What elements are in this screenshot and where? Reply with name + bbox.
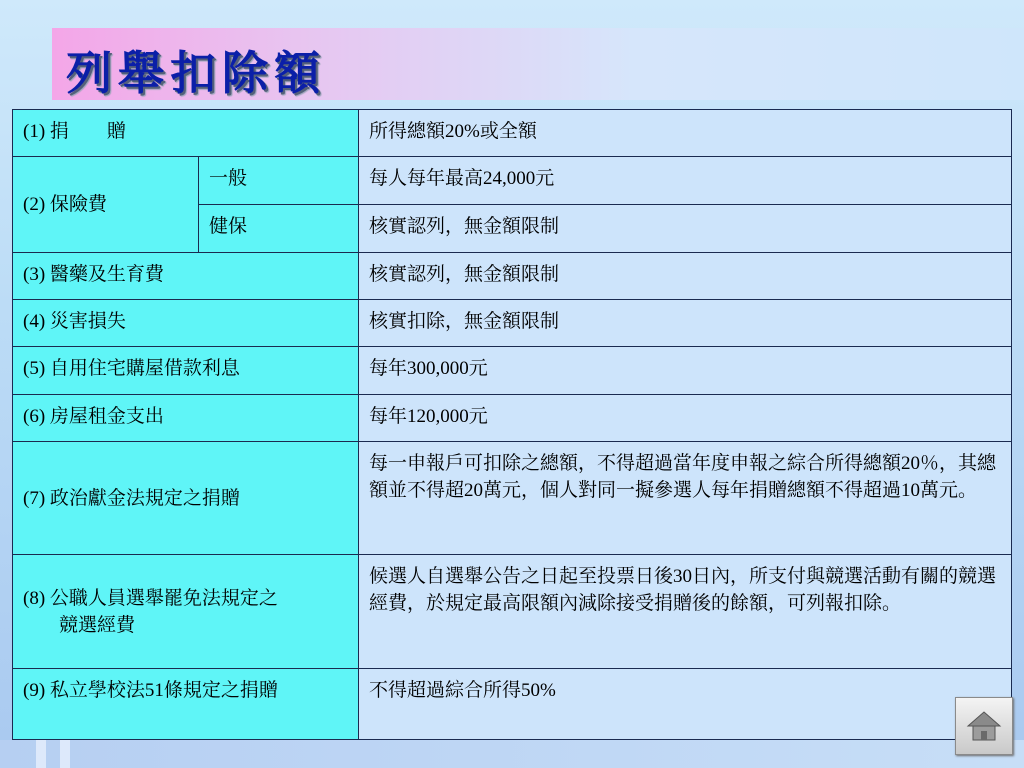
table-row <box>13 669 1012 740</box>
table-row <box>13 110 1012 157</box>
limit-cell: 所得總額20%或全額 <box>359 110 1012 157</box>
table-row <box>13 395 1012 442</box>
bottom-stripe <box>36 740 46 768</box>
home-button[interactable] <box>955 697 1013 755</box>
limit-cell: 核實扣除，無金額限制 <box>359 300 1012 347</box>
item-cell: (5) 自用住宅購屋借款利息 <box>13 347 359 395</box>
bottom-stripe <box>60 740 70 768</box>
item-cell: (2) 保險費 <box>13 157 199 253</box>
item-cell: (3) 醫藥及生育費 <box>13 253 359 300</box>
table-row <box>13 253 1012 300</box>
item-text-continued: 競選經費 <box>59 614 136 636</box>
table-row <box>13 555 1012 669</box>
item-cell: (9) 私立學校法51條規定之捐贈 <box>13 669 359 740</box>
sub-item-cell: 健保 <box>199 205 359 253</box>
limit-cell: 核實認列，無金額限制 <box>359 253 1012 300</box>
table-row <box>13 442 1012 555</box>
home-icon <box>964 706 1004 746</box>
limit-cell: 候選人自選舉公告之日起至投票日後30日內，所支付與競選活動有關的競選經費，於規定最高限額內減除接受捐贈後的餘額，可列報扣除。 <box>359 555 1012 669</box>
item-text: (8) 公職人員選舉罷免法規定之 <box>23 587 278 609</box>
limit-cell: 每一申報戶可扣除之總額，不得超過當年度申報之綜合所得總額20％，其總額並不得超20萬元，個人對同一擬參選人每年捐贈總額不得超過10萬元。 <box>359 442 1012 555</box>
bottom-band <box>0 740 1024 768</box>
item-cell: (1) 捐 贈 <box>13 110 359 157</box>
limit-cell: 核實認列，無金額限制 <box>359 205 1012 253</box>
deduction-table <box>12 109 1012 740</box>
sub-item-cell: 一般 <box>199 157 359 205</box>
limit-cell: 每年120,000元 <box>359 395 1012 442</box>
page-title: 列舉扣除額 <box>66 46 326 100</box>
limit-cell: 每年300,000元 <box>359 347 1012 395</box>
limit-cell: 每人每年最高24,000元 <box>359 157 1012 205</box>
item-cell: (6) 房屋租金支出 <box>13 395 359 442</box>
item-cell: (7) 政治獻金法規定之捐贈 <box>13 442 359 555</box>
table-row <box>13 157 1012 205</box>
table-row <box>13 300 1012 347</box>
item-cell: (4) 災害損失 <box>13 300 359 347</box>
limit-cell: 不得超過綜合所得50% <box>359 669 1012 740</box>
item-cell <box>13 555 359 669</box>
table-row <box>13 347 1012 395</box>
